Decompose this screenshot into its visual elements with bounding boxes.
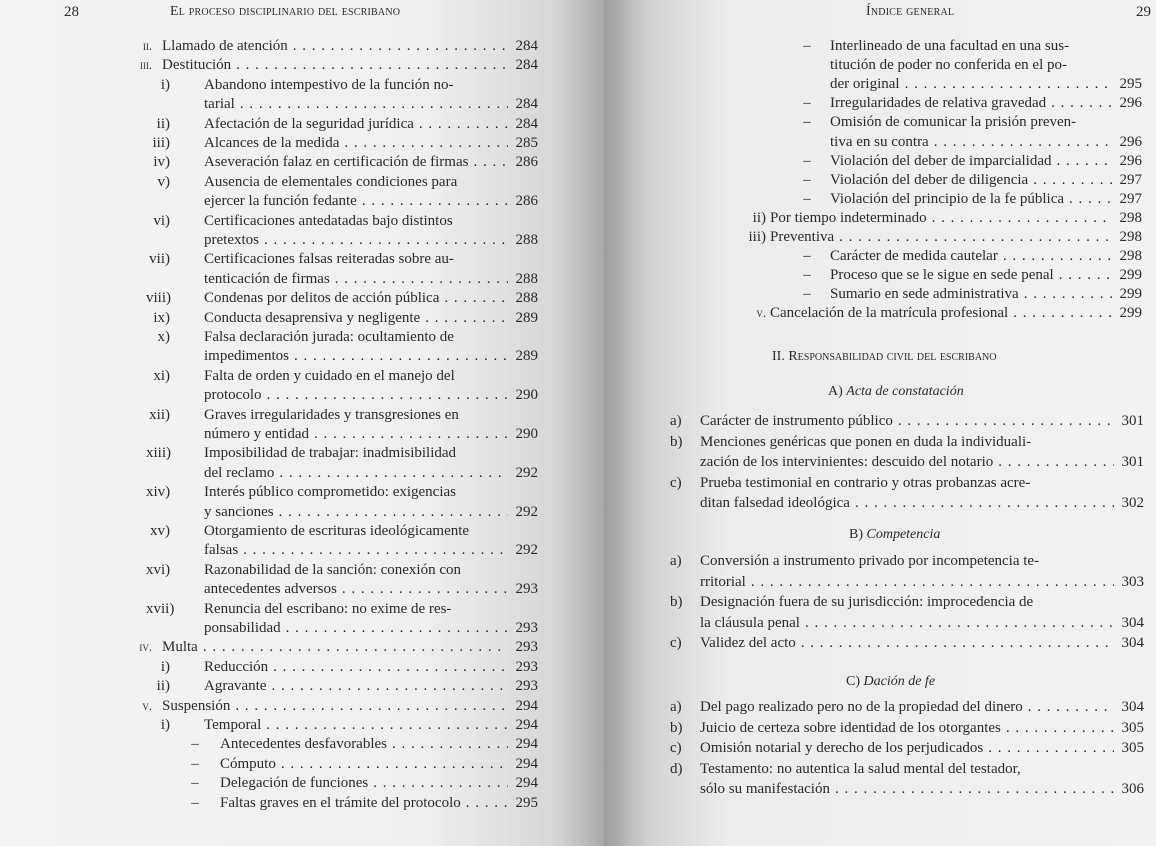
toc-entry-text: Sumario en sede administrativa	[830, 286, 1019, 303]
subsection-heading-a: A) Acta de constatación	[828, 384, 964, 399]
toc-entry-text: Temporal	[204, 717, 262, 733]
toc-page-number: 293	[515, 620, 538, 636]
section-heading	[772, 349, 997, 365]
toc-leader-dots	[1059, 266, 1112, 285]
toc-page-number: 284	[515, 115, 538, 132]
toc-page-number: 296	[1119, 152, 1142, 169]
toc-leader-dots	[1028, 698, 1114, 717]
toc-entry-text: Antecedentes desfavorables	[220, 736, 388, 753]
toc-entry-text: Designación fuera de su jurisdicción: improcedencia de	[700, 594, 1034, 610]
toc-page-number: 293	[515, 639, 538, 656]
toc-page-number: 299	[1119, 305, 1142, 322]
toc-page-number: 298	[1119, 248, 1142, 265]
left-folio: 28	[64, 4, 79, 20]
toc-entry-text: y sanciones	[204, 503, 274, 520]
toc-entry-text: Suspensión	[162, 697, 231, 714]
toc-entry-text: Menciones genéricas que ponen en duda la individuali-	[700, 433, 1032, 450]
toc-entry-label: v)	[157, 173, 170, 190]
toc-page-number: 301	[1121, 413, 1144, 429]
toc-entry-text: Abandono intempestivo de la función no-	[204, 76, 454, 93]
toc-leader-dots	[1006, 719, 1114, 738]
toc-entry-text: Falsa declaración jurada: ocultamiento de	[204, 329, 454, 345]
toc-leader-dots	[905, 75, 1112, 94]
toc-leader-dots	[264, 231, 508, 250]
toc-entry-text: Certificaciones antedatadas bajo distintos	[204, 212, 453, 229]
toc-leader-dots	[342, 580, 508, 599]
toc-entry-label: a)	[670, 699, 682, 715]
toc-entry-label: –	[191, 775, 199, 792]
toc-page-number: 299	[1119, 286, 1142, 303]
toc-leader-dots	[1051, 94, 1112, 113]
toc-entry-text: Afectación de la seguridad jurídica	[204, 115, 414, 132]
toc-leader-dots	[998, 453, 1114, 472]
toc-leader-dots	[344, 134, 508, 153]
toc-entry-text: Llamado de atención	[162, 38, 288, 54]
toc-leader-dots	[932, 209, 1112, 228]
toc-entry-label: –	[803, 267, 811, 284]
toc-page-number: 305	[1121, 740, 1144, 756]
toc-entry-text: Carácter de instrumento público	[700, 413, 893, 429]
toc-entry-text: Renuncia del escribano: no exime de res-	[204, 600, 452, 617]
toc-entry-text: número y entidad	[204, 426, 309, 442]
toc-entry-label: iii)	[152, 135, 170, 151]
toc-entry-label: ix)	[153, 309, 170, 326]
toc-leader-dots	[466, 794, 508, 813]
toc-page-number: 293	[515, 581, 538, 598]
toc-page-number: 292	[515, 464, 538, 481]
toc-entry-label: –	[803, 95, 811, 112]
right-running-head: Índice general	[866, 4, 955, 19]
toc-entry-label: i)	[160, 717, 170, 733]
toc-leader-dots	[235, 697, 508, 716]
toc-leader-dots	[203, 638, 508, 657]
toc-entry-label: –	[803, 114, 811, 131]
section-numeral: II.	[772, 349, 785, 364]
toc-entry-text: Alcances de la medida	[204, 135, 340, 151]
toc-entry-label: ii)	[156, 678, 170, 695]
toc-entry-label: c)	[670, 474, 682, 491]
toc-entry-text: tiva en su contra	[830, 133, 929, 150]
toc-entry-text: Falta de orden y cuidado en el manejo del	[204, 367, 455, 384]
toc-entry-label: iii)	[748, 229, 766, 245]
toc-entry-text: Juicio de certeza sobre identidad de los otorgantes	[700, 719, 1001, 736]
toc-page-number: 289	[515, 348, 538, 365]
toc-leader-dots	[392, 735, 508, 754]
left-running-head: El proceso disciplinario del escribano	[170, 4, 401, 19]
toc-entry-text: Interés público comprometido: exigencias	[204, 484, 457, 501]
toc-leader-dots	[362, 192, 508, 211]
toc-entry-label: xiii)	[146, 445, 171, 462]
toc-entry-label: ii)	[156, 115, 170, 132]
toc-page-number: 294	[515, 717, 538, 733]
toc-entry-label: xiv)	[146, 484, 171, 501]
toc-leader-dots	[473, 153, 508, 172]
toc-leader-dots	[267, 386, 509, 405]
toc-entry-text: Reducción	[204, 658, 269, 675]
toc-entry-text: Omisión notarial y derecho de los perjudicados	[700, 740, 984, 756]
toc-entry-text: Multa	[162, 639, 198, 656]
toc-leader-dots	[1003, 247, 1112, 266]
toc-leader-dots	[855, 494, 1114, 513]
toc-page-number: 290	[515, 387, 538, 404]
toc-page-number: 294	[515, 755, 538, 772]
toc-entry-text: Violación del deber de diligencia	[830, 171, 1029, 188]
toc-leader-dots	[279, 503, 508, 522]
toc-leader-dots	[1033, 171, 1112, 190]
subsection-heading-b: B) Competencia	[849, 527, 941, 542]
toc-entry-label: –	[803, 171, 811, 188]
toc-entry-text: Por tiempo indeterminado	[770, 209, 927, 226]
toc-leader-dots	[835, 780, 1114, 799]
toc-page-number: 288	[515, 290, 538, 307]
toc-leader-dots	[1057, 152, 1112, 171]
toc-entry-label: –	[191, 736, 199, 753]
toc-entry-label: v.	[756, 306, 766, 321]
toc-leader-dots	[279, 464, 508, 483]
toc-page-number: 284	[515, 57, 538, 74]
toc-page-number: 304	[1121, 699, 1144, 715]
toc-entry-text: la cláusula penal	[700, 614, 800, 631]
toc-entry-text: Destitución	[162, 57, 232, 74]
toc-entry-label: b)	[670, 719, 683, 736]
toc-entry-text: Testamento: no autentica la salud mental del testador,	[700, 760, 1021, 777]
toc-leader-dots	[751, 573, 1114, 592]
toc-entry-text: der original	[830, 76, 900, 93]
toc-page-number: 296	[1119, 133, 1142, 150]
toc-entry-text: Validez del acto	[700, 635, 796, 651]
toc-page-number: 306	[1121, 781, 1144, 797]
toc-page-number: 302	[1121, 495, 1144, 511]
toc-leader-dots	[419, 115, 508, 134]
toc-leader-dots	[281, 755, 508, 774]
subsection-heading-c: C) Dación de fe	[846, 674, 936, 689]
toc-entry-text: Violación del principio de la fe pública	[830, 190, 1065, 207]
toc-entry-text: antecedentes adversos	[204, 581, 337, 598]
toc-entry-label: viii)	[146, 290, 171, 307]
toc-entry-label: xvi)	[146, 561, 171, 578]
toc-entry-label: c)	[670, 740, 682, 756]
toc-entry-text: Proceso que se le sigue en sede penal	[830, 267, 1054, 284]
toc-page-number: 288	[515, 270, 538, 287]
toc-entry-text: Ausencia de elementales condiciones para	[204, 173, 458, 190]
toc-entry-text: tenticación de firmas	[204, 270, 330, 287]
toc-entry-label: –	[191, 794, 199, 811]
toc-entry-text: falsas	[204, 542, 239, 559]
toc-page-number: 284	[515, 38, 538, 54]
toc-entry-text: zación de los intervinientes: descuido del notario	[700, 454, 994, 470]
toc-entry-text: Preventiva	[770, 229, 835, 245]
toc-leader-dots	[898, 412, 1114, 431]
toc-leader-dots	[1013, 304, 1112, 323]
toc-entry-text: Condenas por delitos de acción pública	[204, 290, 440, 307]
toc-entry-label: b)	[670, 594, 683, 610]
toc-entry-label: c)	[670, 635, 682, 651]
toc-page-number: 294	[515, 697, 538, 714]
toc-entry-text: Agravante	[204, 678, 267, 695]
toc-entry-text: Omisión de comunicar la prisión preven-	[830, 114, 1077, 131]
toc-entry-label: vi)	[153, 212, 170, 229]
toc-page-number: 286	[515, 193, 538, 210]
toc-entry-text: pretextos	[204, 232, 259, 248]
toc-entry-label: ii.	[142, 39, 152, 53]
toc-entry-label: i)	[160, 76, 170, 93]
toc-entry-label: xvii)	[146, 600, 175, 617]
toc-leader-dots	[314, 425, 508, 444]
toc-page-number: 303	[1121, 573, 1144, 590]
toc-entry-label: –	[803, 38, 811, 54]
toc-entry-text: ditan falsedad ideológica	[700, 495, 850, 511]
toc-entry-text: sólo su manifestación	[700, 781, 830, 797]
toc-entry-text: ejercer la función fedante	[204, 193, 357, 210]
toc-page-number: 285	[515, 135, 538, 151]
toc-entry-label: ii)	[752, 209, 766, 226]
toc-entry-label: iv.	[139, 640, 152, 655]
toc-leader-dots	[294, 347, 508, 366]
toc-entry-label: –	[803, 152, 811, 169]
toc-entry-label: iv)	[153, 154, 170, 171]
toc-leader-dots	[425, 309, 508, 328]
toc-leader-dots	[934, 133, 1112, 152]
toc-page-number: 292	[515, 542, 538, 559]
toc-leader-dots	[293, 37, 508, 56]
toc-page-number: 304	[1121, 635, 1144, 651]
toc-page-number: 304	[1121, 614, 1144, 631]
toc-entry-text: protocolo	[204, 387, 262, 404]
section-title: Responsabilidad civil del escribano	[788, 349, 997, 364]
toc-entry-label: a)	[670, 553, 682, 569]
toc-entry-text: Razonabilidad de la sanción: conexión con	[204, 561, 461, 578]
right-folio: 29	[1136, 4, 1151, 20]
toc-leader-dots	[271, 677, 508, 696]
toc-entry-text: Irregularidades de relativa gravedad	[830, 95, 1047, 112]
toc-page-number: 305	[1121, 719, 1144, 736]
toc-entry-text: Otorgamiento de escrituras ideológicamente	[204, 523, 470, 539]
toc-page-number: 298	[1119, 209, 1142, 226]
toc-leader-dots	[839, 228, 1112, 247]
toc-page-number: 299	[1119, 267, 1142, 284]
toc-entry-label: –	[191, 755, 199, 772]
toc-leader-dots	[373, 774, 508, 793]
toc-entry-text: Conducta desaprensiva y negligente	[204, 309, 421, 326]
toc-page-number: 298	[1119, 229, 1142, 245]
toc-page-number: 295	[1119, 76, 1142, 93]
toc-page-number: 295	[515, 794, 538, 811]
toc-entry-label: –	[803, 248, 811, 265]
toc-entry-label: xv)	[150, 523, 170, 539]
toc-entry-label: x)	[157, 329, 170, 345]
toc-leader-dots	[236, 56, 508, 75]
toc-leader-dots	[240, 95, 508, 114]
toc-entry-label: vii)	[149, 251, 170, 268]
toc-leader-dots	[266, 716, 508, 735]
toc-leader-dots	[286, 619, 508, 638]
right-page	[604, 0, 1156, 846]
toc-page-number: 290	[515, 426, 538, 442]
toc-leader-dots	[444, 289, 508, 308]
toc-entry-label: iii.	[139, 58, 152, 73]
toc-leader-dots	[801, 634, 1114, 653]
toc-page-number: 301	[1121, 454, 1144, 470]
toc-page-number: 293	[515, 658, 538, 675]
toc-entry-text: del reclamo	[204, 464, 275, 481]
toc-entry-text: Cómputo	[220, 755, 276, 772]
toc-leader-dots	[1024, 285, 1112, 304]
toc-page-number: 296	[1119, 95, 1142, 112]
toc-entry-label: xi)	[153, 367, 170, 384]
toc-leader-dots	[273, 658, 508, 677]
toc-entry-text: Interlineado de una facultad en una sus-	[830, 38, 1070, 54]
toc-leader-dots	[243, 541, 508, 560]
toc-page-number: 297	[1119, 171, 1142, 188]
toc-entry-text: Aseveración falaz en certificación de firmas	[204, 154, 469, 171]
toc-entry-text: Graves irregularidades y transgresiones en	[204, 406, 459, 423]
toc-entry-text: ponsabilidad	[204, 620, 281, 636]
toc-entry-text: Delegación de funciones	[220, 775, 369, 792]
toc-entry-label: –	[803, 190, 811, 207]
toc-entry-text: titución de poder no conferida en el po-	[830, 57, 1067, 74]
toc-entry-text: Faltas graves en el trámite del protocolo	[220, 794, 461, 811]
toc-page-number: 293	[515, 678, 538, 695]
toc-page-number: 292	[515, 503, 538, 520]
toc-entry-text: tarial	[204, 96, 235, 113]
toc-entry-text: Carácter de medida cautelar	[830, 248, 998, 265]
toc-entry-text: rritorial	[700, 573, 746, 590]
toc-leader-dots	[1069, 190, 1112, 209]
toc-entry-text: Del pago realizado pero no de la propiedad del dinero	[700, 699, 1023, 715]
toc-entry-label: xii)	[149, 406, 170, 423]
toc-leader-dots	[335, 270, 508, 289]
toc-page-number: 297	[1119, 190, 1142, 207]
toc-entry-text: Prueba testimonial en contrario y otras probanzas acre-	[700, 474, 1031, 491]
toc-page-number: 294	[515, 736, 538, 753]
toc-page-number: 284	[515, 96, 538, 113]
toc-entry-text: impedimentos	[204, 348, 289, 365]
toc-leader-dots	[988, 739, 1114, 758]
toc-page-number: 294	[515, 775, 538, 792]
toc-leader-dots	[805, 614, 1114, 633]
toc-page-number: 289	[515, 309, 538, 326]
toc-entry-text: Violación del deber de imparcialidad	[830, 152, 1052, 169]
toc-entry-label: b)	[670, 433, 683, 450]
toc-entry-label: i)	[160, 658, 170, 675]
toc-entry-text: Cancelación de la matrícula profesional	[770, 305, 1009, 322]
toc-entry-text: Conversión a instrumento privado por incompetencia te-	[700, 553, 1040, 569]
toc-entry-text: Certificaciones falsas reiteradas sobre au-	[204, 251, 454, 268]
toc-page-number: 286	[515, 154, 538, 171]
toc-page-number: 288	[515, 232, 538, 248]
toc-entry-label: –	[803, 286, 811, 303]
toc-entry-label: v.	[142, 698, 152, 713]
toc-entry-label: d)	[670, 760, 683, 777]
toc-entry-label: a)	[670, 413, 682, 429]
toc-entry-text: Imposibilidad de trabajar: inadmisibilidad	[204, 445, 457, 462]
